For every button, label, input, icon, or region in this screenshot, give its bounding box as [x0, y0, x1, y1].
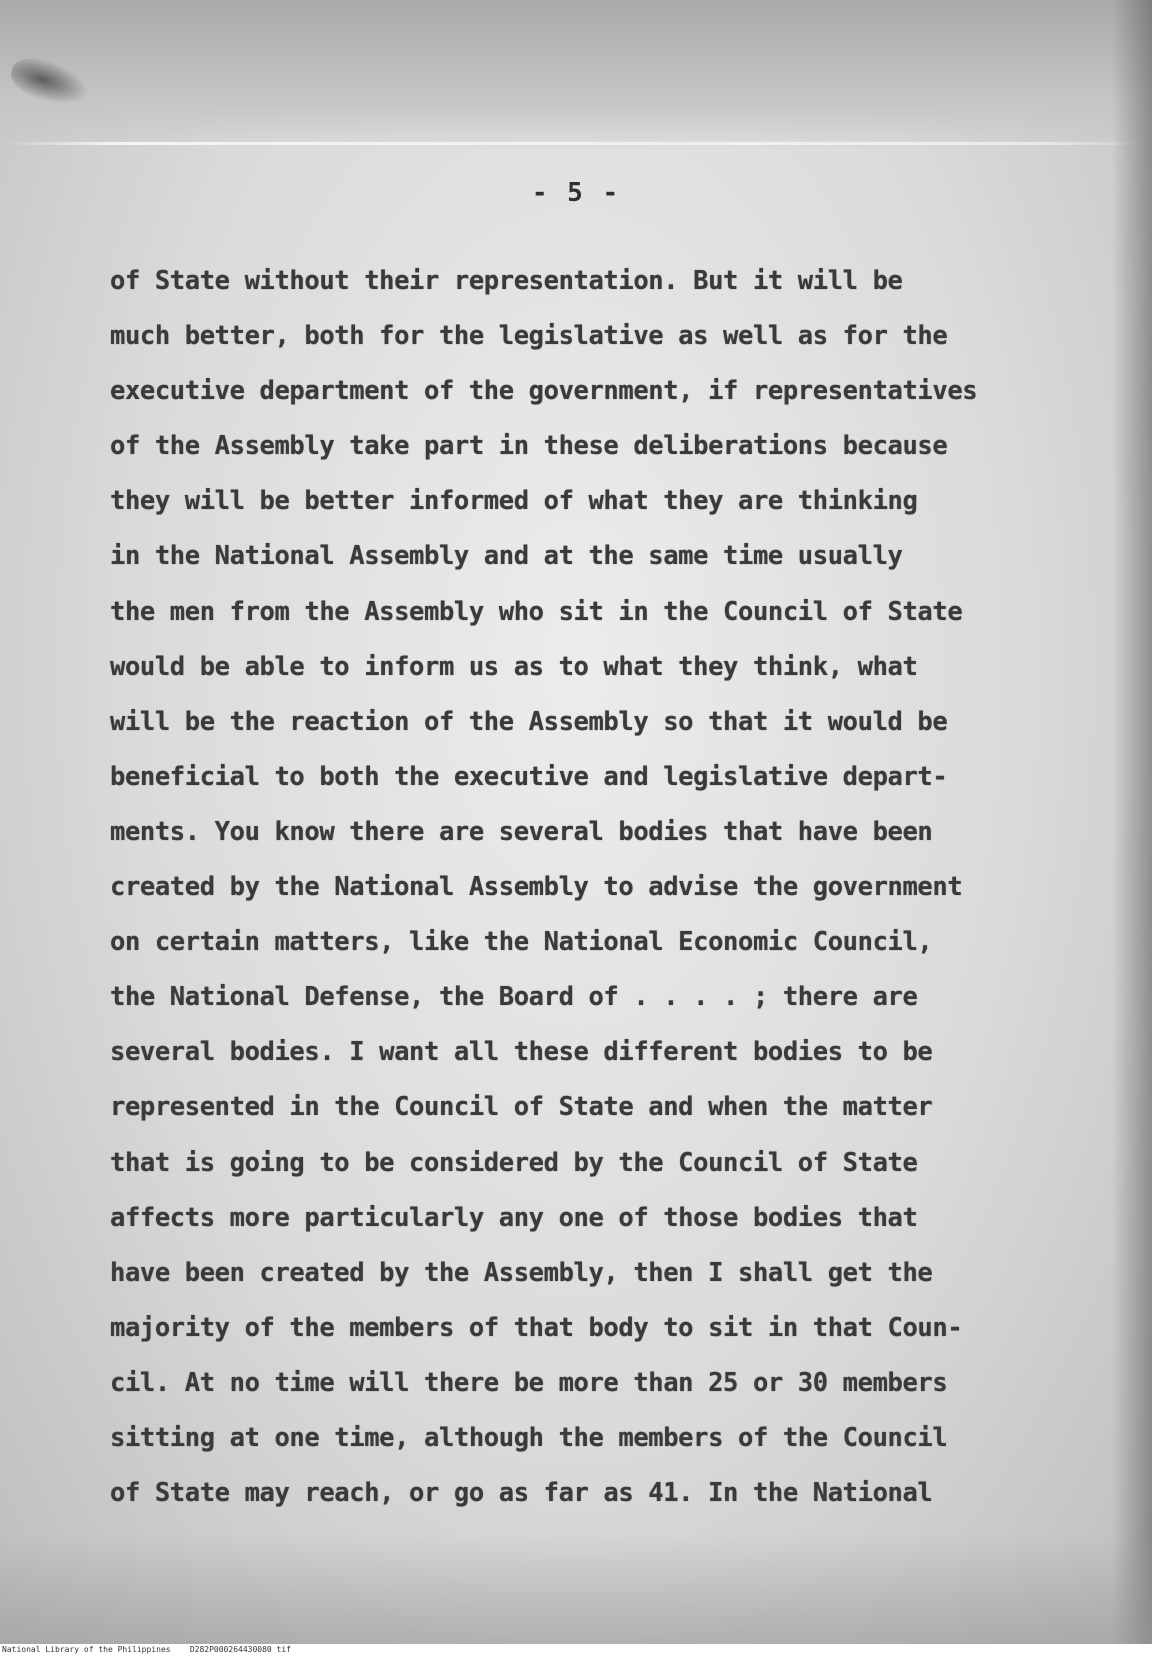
text-line: cil. At no time will there be more than 25 or 30 members [110, 1367, 948, 1398]
text-line: affects more particularly any one of those bodies that [110, 1202, 918, 1233]
scan-top-shading [0, 0, 1152, 150]
typewritten-body [110, 254, 1110, 1521]
scan-right-shadow [1112, 0, 1152, 1658]
text-line: ments. You know there are several bodies that have been [110, 816, 933, 847]
page-number: - 5 - [531, 178, 621, 208]
archive-footer-text: National Library of the Philippines D282P000264430080 tif [2, 1645, 291, 1654]
text-line: several bodies. I want all these different bodies to be [110, 1037, 933, 1068]
text-line: on certain matters, like the National Economic Council, [110, 927, 933, 958]
text-line: that is going to be considered by the Council of State [110, 1147, 918, 1178]
scan-bottom-shadow [0, 1534, 1152, 1644]
text-line: of the Assembly take part in these deliberations because [110, 431, 948, 462]
text-line: of State without their representation. But it will be [110, 266, 903, 296]
text-line: would be able to inform us as to what they think, what [110, 651, 918, 682]
text-line: the National Defense, the Board of . . . . ; there are [110, 982, 918, 1013]
archive-footer [0, 1644, 1152, 1658]
text-line: in the National Assembly and at the same time usually [110, 541, 903, 572]
text-line: sitting at one time, although the members of the Council [110, 1422, 948, 1453]
text-line: the men from the Assembly who sit in the Council of State [110, 596, 963, 627]
page-fold-line [0, 142, 1152, 145]
text-line: of State may reach, or go as far as 41. In the National [110, 1478, 933, 1509]
text-line: much better, both for the legislative as well as for the [110, 321, 948, 352]
text-line: represented in the Council of State and when the matter [110, 1092, 933, 1123]
text-line: beneficial to both the executive and legislative depart- [110, 761, 948, 792]
text-line: they will be better informed of what they are thinking [110, 486, 918, 517]
text-line: majority of the members of that body to sit in that Coun- [110, 1312, 963, 1343]
text-line: have been created by the Assembly, then I shall get the [110, 1257, 933, 1288]
text-line: created by the National Assembly to advise the government [110, 872, 963, 903]
text-line: will be the reaction of the Assembly so that it would be [110, 706, 948, 737]
text-line: executive department of the government, if representatives [110, 376, 978, 407]
